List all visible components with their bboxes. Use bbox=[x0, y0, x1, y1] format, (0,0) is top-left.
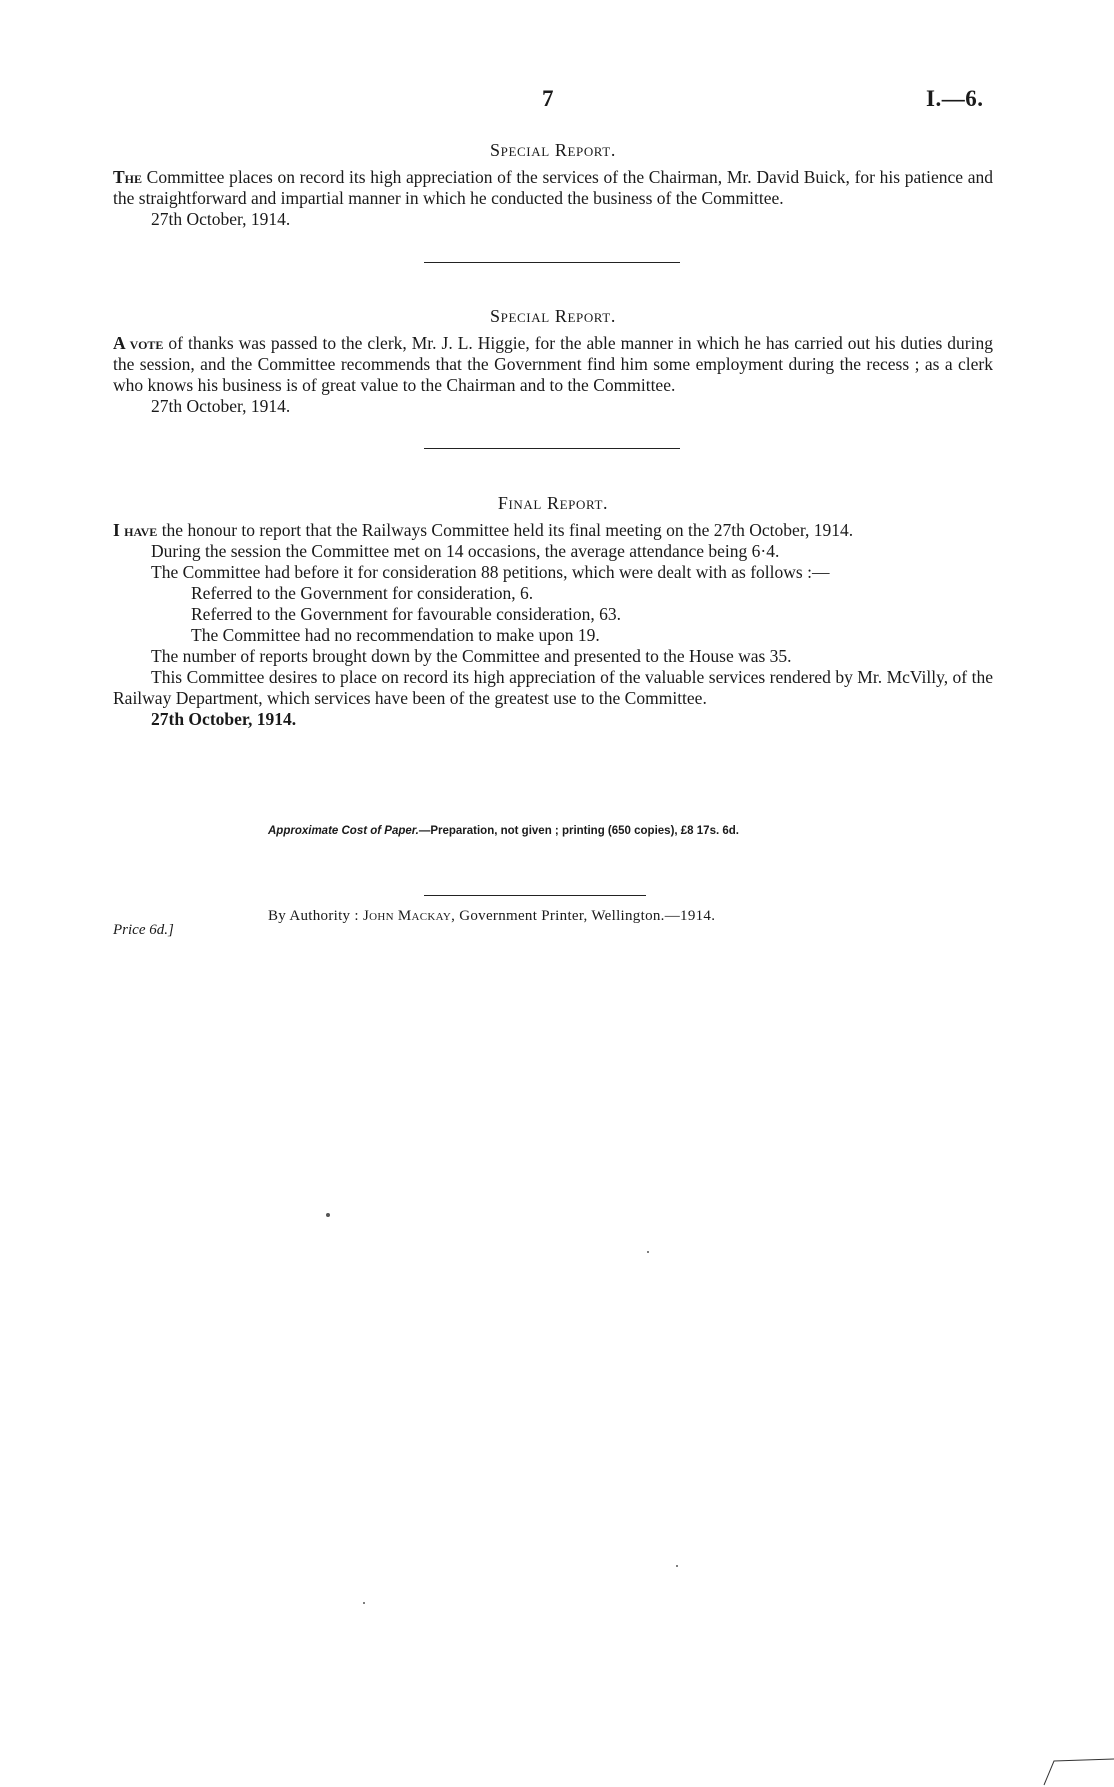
section-heading: Special Report. bbox=[490, 306, 616, 326]
cost-label: Approximate Cost of Paper. bbox=[268, 825, 419, 837]
lead-words: A vote bbox=[113, 333, 164, 353]
document-reference: I.—6. bbox=[926, 86, 984, 111]
report-paragraph bbox=[113, 333, 993, 396]
paragraph-text: Committee places on record its high appreciation of the services of the Chairman, Mr. David Buick, for his patience and the straightforward and impartial manner in which he conducted the business of the Committee. bbox=[113, 167, 993, 208]
lead-words: I have bbox=[113, 520, 158, 540]
section-heading: Special Report. bbox=[490, 140, 616, 160]
petition-outcome-item: Referred to the Government for consideration, 6. bbox=[191, 583, 534, 603]
authority-prefix: By Authority : bbox=[268, 908, 363, 924]
lead-words: The bbox=[113, 167, 143, 187]
printer-authority-line bbox=[268, 908, 715, 925]
report-paragraph: The number of reports brought down by the Committee and presented to the House was 35. bbox=[151, 646, 792, 666]
paragraph-text: the honour to report that the Railways Committee held its final meeting on the 27th October, 1914. bbox=[157, 520, 854, 540]
report-paragraph: The Committee had before it for consideration 88 petitions, which were dealt with as follows :— bbox=[151, 562, 830, 582]
report-date: 27th October, 1914. bbox=[151, 209, 291, 229]
authority-suffix: , Government Printer, Wellington.—1914. bbox=[451, 908, 716, 924]
petition-outcome-item: The Committee had no recommendation to make upon 19. bbox=[191, 625, 600, 645]
corner-mark bbox=[1040, 1755, 1114, 1787]
special-report-clerk bbox=[113, 306, 993, 417]
cost-of-paper-line bbox=[268, 825, 739, 837]
section-heading: Final Report. bbox=[497, 493, 609, 513]
scan-speck bbox=[326, 1213, 330, 1217]
cost-text: —Preparation, not given ; printing (650 copies), £8 17s. 6d. bbox=[418, 825, 739, 837]
report-paragraph: During the session the Committee met on 14 occasions, the average attendance being 6·4. bbox=[151, 541, 780, 561]
petition-outcome-item: Referred to the Government for favourable consideration, 63. bbox=[191, 604, 622, 624]
scan-speck bbox=[647, 1251, 649, 1253]
scan-speck bbox=[363, 1602, 365, 1604]
report-date: 27th October, 1914. bbox=[151, 396, 291, 416]
report-date: 27th October, 1914. bbox=[151, 709, 297, 729]
report-paragraph: This Committee desires to place on record its high appreciation of the valuable services rendered by Mr. McVilly, of the Railway Department, which services have been of the greatest use to the Committee. bbox=[113, 667, 993, 708]
price-note: Price 6d.] bbox=[113, 922, 174, 938]
footer-divider bbox=[424, 895, 646, 896]
final-report bbox=[113, 493, 993, 730]
page-number: 7 bbox=[542, 86, 554, 111]
report-paragraph bbox=[113, 520, 993, 541]
scan-speck bbox=[676, 1565, 678, 1567]
section-divider bbox=[424, 448, 680, 449]
special-report-chairman bbox=[113, 140, 993, 230]
report-paragraph bbox=[113, 167, 993, 209]
section-divider bbox=[424, 262, 680, 263]
paragraph-text: of thanks was passed to the clerk, Mr. J. L. Higgie, for the able manner in which he has carried out his duties during the session, and the Committee recommends that the Government find him some employment during the recess ; as a clerk who knows his business is of great value to the Chairman and to the Committee. bbox=[113, 333, 993, 395]
printer-name: John Mackay bbox=[362, 908, 452, 924]
